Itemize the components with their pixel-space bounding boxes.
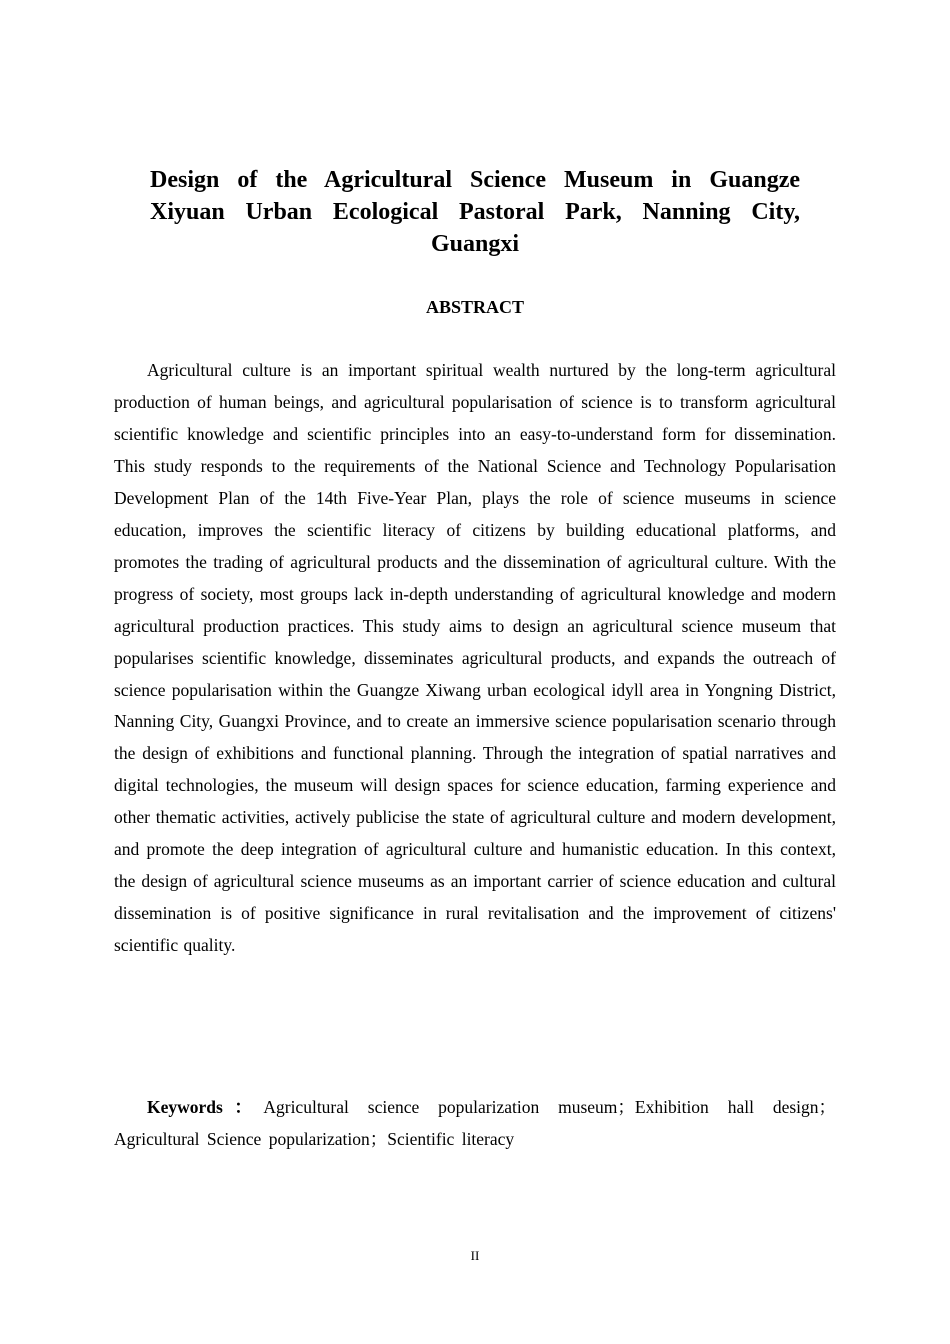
- abstract-paragraph: Agricultural culture is an important spiritual wealth nurtured by the long-term agricultural production of human beings, and agricultural popularisation of science is to transform agricultural scientific knowledge and scientific principles into an easy-to-understand form for dissemination. This study responds to the requirements of the National Science and Technology Popularisation Development Plan of the 14th Five-Year Plan, plays the role of science museums in science education, improves the scientific literacy of citizens by building educational platforms, and promotes the trading of agricultural products and the dissemination of agricultural culture. With the progress of society, most groups lack in-depth understanding of agricultural knowledge and modern agricultural production practices. This study aims to design an agricultural science museum that popularises scientific knowledge, disseminates agricultural products, and expands the outreach of science popularisation within the Guangze Xiwang urban ecological idyll area in Yongning District, Nanning City, Guangxi Province, and to create an immersive science popularisation scenario through the design of exhibitions and functional planning. Through the integration of spatial narratives and digital technologies, the museum will design spaces for science education, farming experience and other thematic activities, actively publicise the state of agricultural culture and modern development, and promote the deep integration of agricultural culture and humanistic education. In this context, the design of agricultural science museums as an important carrier of science education and cultural dissemination is of positive significance in rural revitalisation and the improvement of citizens' scientific quality.: [114, 360, 836, 956]
- document-title: Design of the Agricultural Science Museum in Guangze Xiyuan Urban Ecological Pastoral Park, Nanning City, Guangxi: [150, 167, 800, 257]
- abstract-heading: ABSTRACT: [425, 297, 525, 317]
- keywords-list: Agricultural science popularization museum；Exhibition hall design；Agricultural Science popularization；Scientific literacy: [114, 1097, 837, 1149]
- page-number: II: [470, 1248, 480, 1263]
- keywords-section: [114, 1091, 836, 1155]
- keywords-label: Keywords: [147, 1097, 223, 1117]
- keywords-separator: ：: [222, 1097, 264, 1117]
